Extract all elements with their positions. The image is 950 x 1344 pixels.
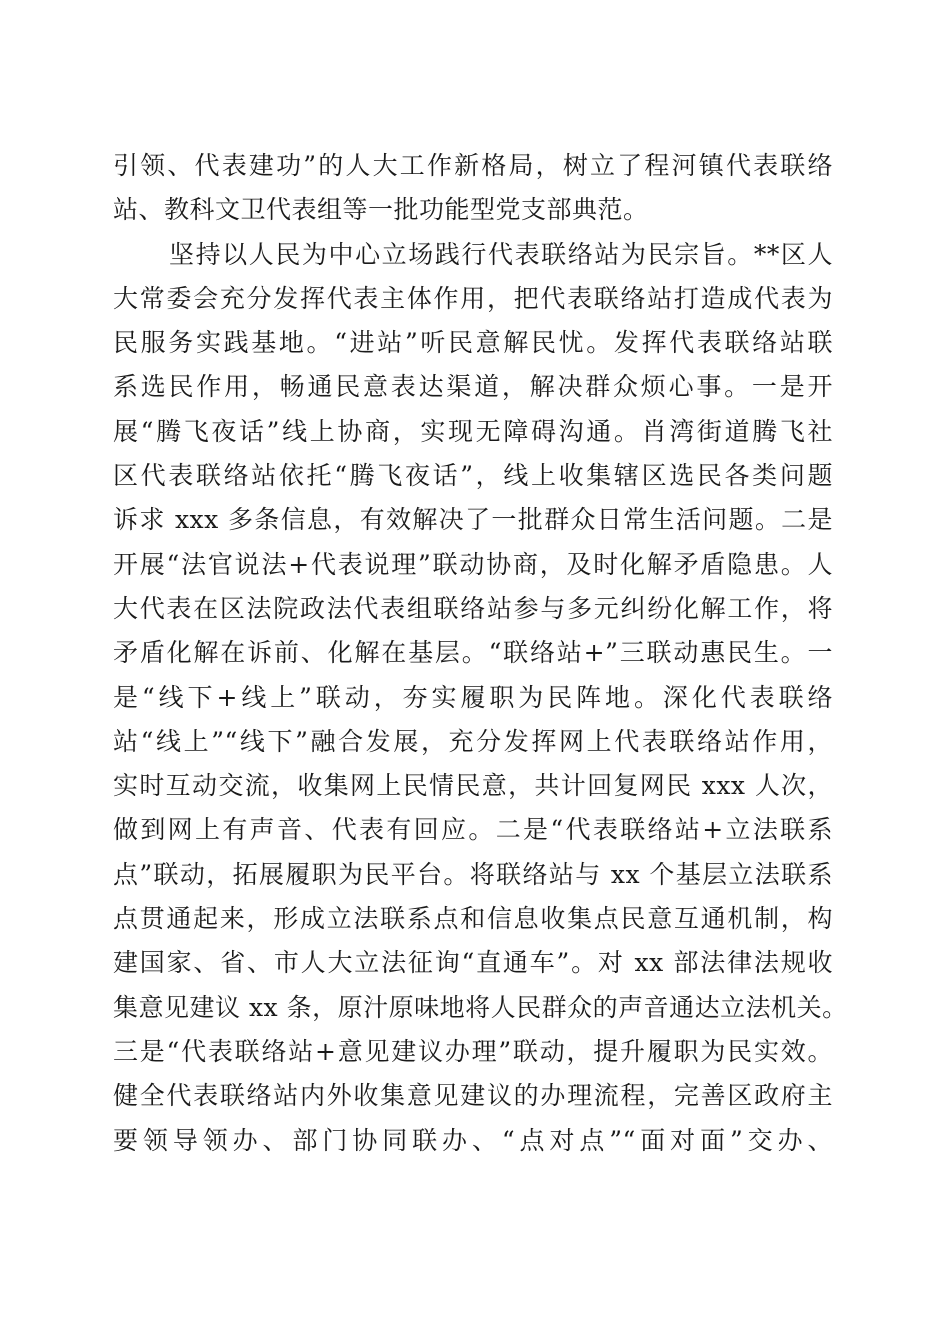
text-line: 诉求 xxx 多条信息，有效解决了一批群众日常生活问题。二是	[113, 505, 833, 535]
paragraph-2	[113, 233, 848, 1163]
text-line: 民服务实践基地。“进站”听民意解民忧。发挥代表联络站联	[113, 328, 833, 358]
text-line: 点”联动，拓展履职为民平台。将联络站与 xx 个基层立法联系	[113, 859, 833, 889]
text-line: 区代表联络站依托“腾飞夜话”，线上收集辖区选民各类问题	[113, 461, 833, 491]
text-line: 做到网上有声音、代表有回应。二是“代表联络站+立法联系	[113, 815, 833, 845]
text-line: 要领导领办、部门协同联办、“点对点”“面对面”交办、	[113, 1125, 834, 1155]
text-line: 站、教科文卫代表组等一批功能型党支部典范。	[113, 195, 649, 225]
text-line: 矛盾化解在诉前、化解在基层。“联络站+”三联动惠民生。一	[113, 638, 833, 668]
text-line: 实时互动交流，收集网上民情民意，共计回复网民 xxx 人次，	[113, 771, 833, 801]
text-line: 引领、代表建功”的人大工作新格局，树立了程河镇代表联络	[113, 151, 833, 180]
text-line: 集意见建议 xx 条，原汁原味地将人民群众的声音通达立法机关。	[113, 992, 848, 1022]
text-line: 三是“代表联络站+意见建议办理”联动，提升履职为民实效。	[113, 1036, 833, 1066]
text-line: 大代表在区法院政法代表组联络站参与多元纠纷化解工作，将	[113, 593, 833, 623]
text-line: 展“腾飞夜话”线上协商，实现无障碍沟通。肖湾街道腾飞社	[113, 416, 833, 446]
text-line: 站“线上”“线下”融合发展，充分发挥网上代表联络站作用，	[113, 726, 833, 756]
text-line: 点贯通起来，形成立法联系点和信息收集点民意互通机制，构	[113, 904, 833, 934]
text-line: 健全代表联络站内外收集意见建议的办理流程，完善区政府主	[113, 1081, 833, 1111]
text-line: 是“线下+线上”联动，夯实履职为民阵地。深化代表联络	[113, 682, 833, 712]
text-line: 大常委会充分发挥代表主体作用，把代表联络站打造成代表为	[113, 283, 833, 313]
text-line: 坚持以人民为中心立场践行代表联络站为民宗旨。**区人	[169, 239, 833, 269]
text-line: 建国家、省、市人大立法征询“直通车”。对 xx 部法律法规收	[113, 948, 833, 978]
text-line: 系选民作用，畅通民意表达渠道，解决群众烦心事。一是开	[113, 372, 833, 402]
paragraph-1	[113, 144, 833, 233]
text-line: 开展“法官说法+代表说理”联动协商，及时化解矛盾隐患。人	[113, 549, 833, 579]
body-text	[113, 144, 848, 1163]
